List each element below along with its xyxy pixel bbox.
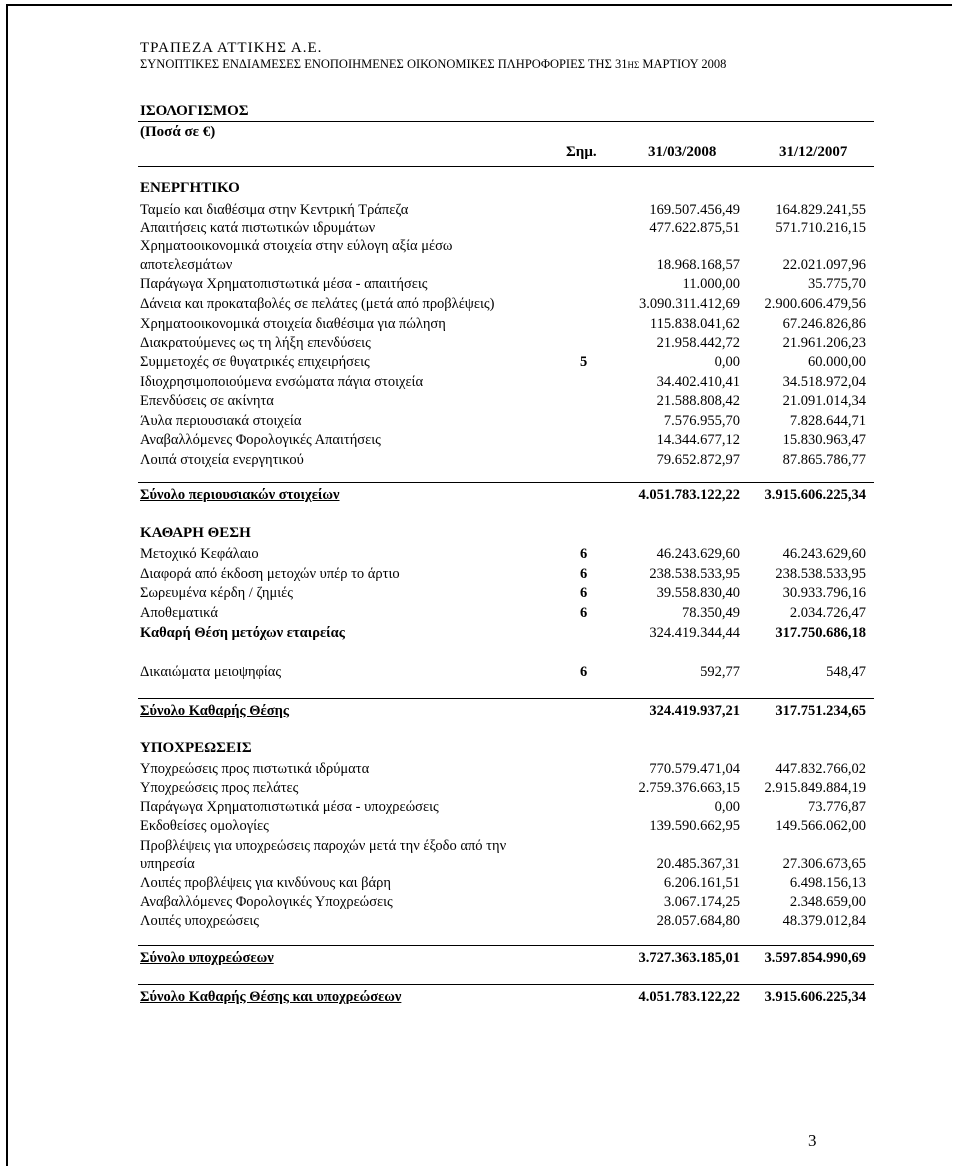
- table-row: Χρηματοοικονομικά στοιχεία διαθέσιμα για πώληση 115.838.041,62 67.246.826,86: [140, 316, 866, 332]
- table-row: Παράγωγα Χρηματοπιστωτικά μέσα - υποχρεώσεις 0,00 73.776,87: [140, 799, 866, 815]
- divider: [138, 698, 874, 699]
- divider: [138, 166, 874, 167]
- section-heading-liabilities: ΥΠΟΧΡΕΩΣΕΙΣ: [140, 740, 252, 756]
- table-row: Εκδοθείσες ομολογίες 139.590.662,95 149.566.062,00: [140, 818, 866, 834]
- col-header-note: Σημ.: [566, 144, 597, 160]
- section-heading-assets: ΕΝΕΡΓΗΤΙΚΟ: [140, 180, 240, 196]
- total-equity-row: Σύνολο Καθαρής Θέσης 324.419.937,21 317.751.234,65: [140, 703, 866, 719]
- table-row: Συμμετοχές σε θυγατρικές επιχειρήσεις 5 0,00 60.000,00: [140, 354, 866, 370]
- table-row: Ταμείο και διαθέσιμα στην Κεντρική Τράπεζα 169.507.456,49 164.829.241,55: [140, 202, 866, 218]
- bank-name: ΤΡΑΠΕΖΑ ΑΤΤΙΚΗΣ Α.Ε.: [140, 40, 323, 56]
- divider: [138, 945, 874, 946]
- table-row: Υποχρεώσεις προς πελάτες 2.759.376.663,15 2.915.849.884,19: [140, 780, 866, 796]
- table-row: αποτελεσμάτων 18.968.168,57 22.021.097,96: [140, 257, 866, 273]
- table-row: Λοιπές υποχρεώσεις 28.057.684,80 48.379.012,84: [140, 913, 866, 929]
- total-assets-row: Σύνολο περιουσιακών στοιχείων 4.051.783.122,22 3.915.606.225,34: [140, 487, 866, 503]
- table-row: Μετοχικό Κεφάλαιο 6 46.243.629,60 46.243.629,60: [140, 546, 866, 562]
- report-title: ΣΥΝΟΠΤΙΚΕΣ ΕΝΔΙΑΜΕΣΕΣ ΕΝΟΠΟΙΗΜΕΝΕΣ ΟΙΚΟΝΟΜΙΚΕΣ ΠΛΗΡΟΦΟΡΙΕΣ ΤΗΣ 31ΗΣ ΜΑΡΤΙΟΥ 2008: [140, 57, 727, 71]
- table-row: Αναβαλλόμενες Φορολογικές Απαιτήσεις 14.344.677,12 15.830.963,47: [140, 432, 866, 448]
- page-number: 3: [808, 1131, 817, 1150]
- divider: [138, 121, 874, 122]
- minority-interest-row: Δικαιώματα μειοψηφίας 6 592,77 548,47: [140, 664, 866, 680]
- parent-equity-row: Καθαρή Θέση μετόχων εταιρείας 324.419.344,44 317.750.686,18: [140, 625, 866, 641]
- table-row: υπηρεσία 20.485.367,31 27.306.673,65: [140, 856, 866, 872]
- section-heading-equity: ΚΑΘΑΡΗ ΘΕΣΗ: [140, 525, 251, 541]
- divider: [138, 984, 874, 985]
- table-row: Δάνεια και προκαταβολές σε πελάτες (μετά από προβλέψεις) 3.090.311.412,69 2.900.606.479,56: [140, 296, 866, 312]
- table-row: Διαφορά από έκδοση μετοχών υπέρ το άρτιο 6 238.538.533,95 238.538.533,95: [140, 566, 866, 582]
- total-liabilities-row: Σύνολο υποχρεώσεων 3.727.363.185,01 3.597.854.990,69: [140, 950, 866, 966]
- table-row: Προβλέψεις για υποχρεώσεις παροχών μετά την έξοδο από την: [140, 838, 507, 854]
- table-row: Χρηματοοικονομικά στοιχεία στην εύλογη αξία μέσω: [140, 238, 453, 254]
- table-row: Σωρευμένα κέρδη / ζημιές 6 39.558.830,40 30.933.796,16: [140, 585, 866, 601]
- table-row: Ιδιοχρησιμοποιούμενα ενσώματα πάγια στοιχεία 34.402.410,41 34.518.972,04: [140, 374, 866, 390]
- table-row: Επενδύσεις σε ακίνητα 21.588.808,42 21.091.014,34: [140, 393, 866, 409]
- table-row: Λοιπά στοιχεία ενεργητικού 79.652.872,97 87.865.786,77: [140, 452, 866, 468]
- table-row: Παράγωγα Χρηματοπιστωτικά μέσα - απαιτήσεις 11.000,00 35.775,70: [140, 276, 866, 292]
- divider: [138, 482, 874, 483]
- col-header-2007: 31/12/2007: [779, 144, 848, 160]
- table-row: Υποχρεώσεις προς πιστωτικά ιδρύματα 770.579.471,04 447.832.766,02: [140, 761, 866, 777]
- table-row: Απαιτήσεις κατά πιστωτικών ιδρυμάτων 477.622.875,51 571.710.216,15: [140, 220, 866, 236]
- table-row: Αναβαλλόμενες Φορολογικές Υποχρεώσεις 3.067.174,25 2.348.659,00: [140, 894, 866, 910]
- table-row: Αποθεματικά 6 78.350,49 2.034.726,47: [140, 605, 866, 621]
- statement-title: ΙΣΟΛΟΓΙΣΜΟΣ: [140, 103, 249, 119]
- table-row: Άυλα περιουσιακά στοιχεία 7.576.955,70 7.828.644,71: [140, 413, 866, 429]
- grand-total-row: Σύνολο Καθαρής Θέσης και υποχρεώσεων 4.051.783.122,22 3.915.606.225,34: [140, 989, 866, 1005]
- col-header-2008: 31/03/2008: [648, 144, 717, 160]
- currency-note: (Ποσά σε €): [140, 124, 216, 140]
- table-row: Λοιπές προβλέψεις για κινδύνους και βάρη 6.206.161,51 6.498.156,13: [140, 875, 866, 891]
- table-row: Διακρατούμενες ως τη λήξη επενδύσεις 21.958.442,72 21.961.206,23: [140, 335, 866, 351]
